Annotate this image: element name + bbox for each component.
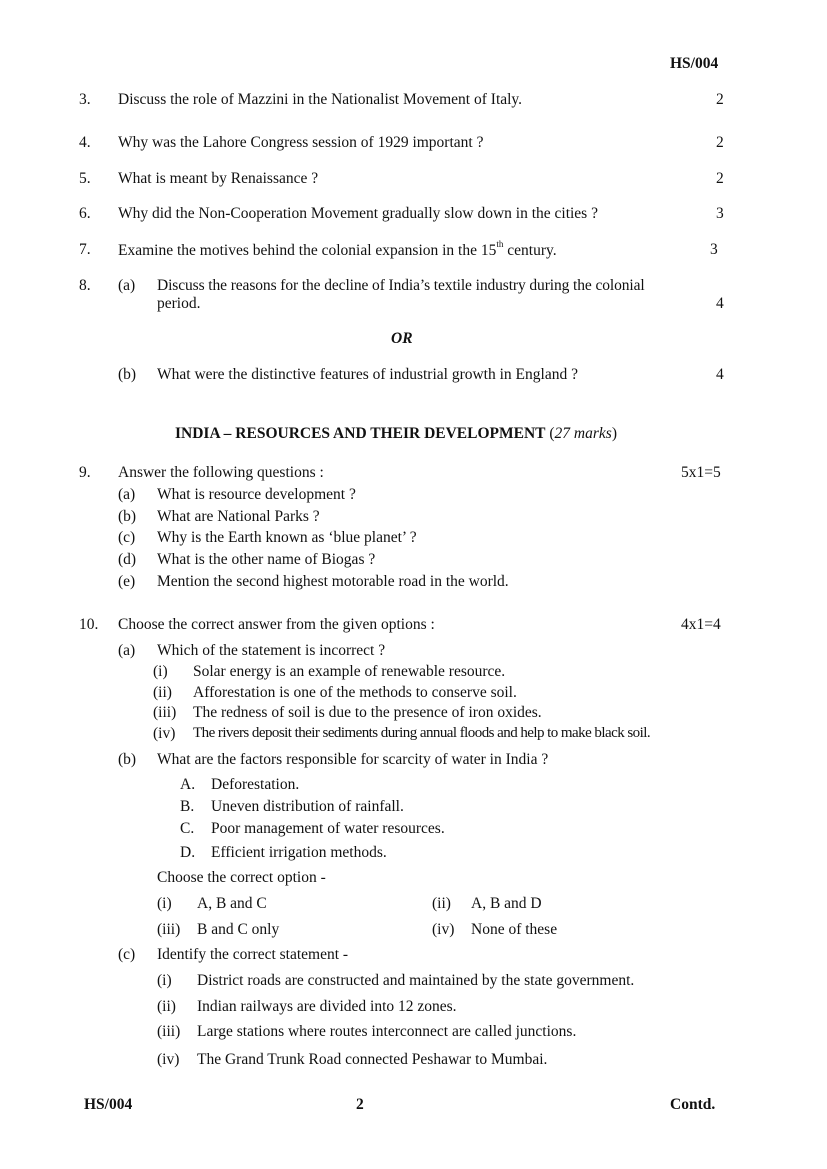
subpart-marks: 4 [716,366,724,383]
question-text-after: century. [503,242,557,260]
subpart-text-line2: period. [157,295,201,312]
continued-label: Contd. [670,1096,716,1113]
question-marks: 3 [716,205,724,222]
factor-text: Efficient irrigation methods. [211,844,387,861]
question-text: Why did the Non-Cooperation Movement gradually slow down in the cities ? [118,205,598,222]
subpart-text-line1: Discuss the reasons for the decline of India’s textile industry during the colonial [157,277,645,294]
subpart-text: Which of the statement is incorrect ? [157,642,386,659]
subpart-label: (c) [118,946,136,963]
subpart-label: (e) [118,573,136,590]
question-marks: 2 [716,134,724,151]
subpart-text: What are National Parks ? [157,508,320,525]
page-code-footer: HS/004 [84,1096,133,1113]
factor-label: B. [180,798,195,815]
question-number: 6. [79,205,91,222]
subpart-text: What is the other name of Biogas ? [157,551,376,568]
option-label: (iii) [157,921,181,938]
question-number: 3. [79,91,91,108]
option-text: Indian railways are divided into 12 zones. [197,998,457,1015]
option-text: The rivers deposit their sediments during annual floods and help to make black soil. [193,725,651,741]
subpart-text: What were the distinctive features of industrial growth in England ? [157,366,578,383]
subpart-label: (b) [118,508,137,525]
question-number: 9. [79,464,91,481]
option-label: (iv) [432,921,455,938]
question-text: Choose the correct answer from the given options : [118,616,435,633]
subpart-label: (a) [118,277,136,294]
question-number: 4. [79,134,91,151]
question-text: Answer the following questions : [118,464,324,481]
subpart-label: (d) [118,551,137,568]
option-label: (ii) [432,895,451,912]
option-text: The Grand Trunk Road connected Peshawar to Mumbai. [197,1051,548,1068]
subpart-text: Why is the Earth known as ‘blue planet’ ? [157,529,417,546]
option-text: A, B and C [197,895,267,912]
question-marks: 2 [716,91,724,108]
option-label: (ii) [157,998,176,1015]
question-text: Why was the Lahore Congress session of 1929 important ? [118,134,484,151]
page-code-header: HS/004 [670,55,719,72]
option-label: (ii) [153,684,172,701]
option-label: (i) [157,972,172,989]
question-text: What is meant by Renaissance ? [118,170,319,187]
option-label: (iii) [153,704,177,721]
question-marks: 5x1=5 [681,464,721,481]
subpart-text: Identify the correct statement - [157,946,349,963]
question-number: 10. [79,616,99,633]
subpart-marks: 4 [716,295,724,312]
section-heading [175,425,617,443]
subpart-text: What are the factors responsible for scarcity of water in India ? [157,751,549,768]
factor-text: Deforestation. [211,776,300,793]
subpart-label: (c) [118,529,136,546]
question-marks: 4x1=4 [681,616,721,633]
section-title: INDIA – RESOURCES AND THEIR DEVELOPMENT [175,425,546,442]
page-number: 2 [356,1096,364,1113]
or-separator: OR [391,330,413,347]
subpart-label: (a) [118,642,136,659]
option-text: A, B and D [471,895,542,912]
factor-label: D. [180,844,196,861]
factor-text: Uneven distribution of rainfall. [211,798,404,815]
section-marks-close: ) [611,425,617,442]
question-number: 7. [79,241,91,258]
superscript-th: th [496,239,504,249]
question-marks: 3 [710,241,718,258]
option-text: Solar energy is an example of renewable resource. [193,663,506,680]
option-text: Afforestation is one of the methods to conserve soil. [193,684,517,701]
option-text: District roads are constructed and maintained by the state government. [197,972,635,989]
option-text: The redness of soil is due to the presence of iron oxides. [193,704,542,721]
factor-label: C. [180,820,195,837]
factor-text: Poor management of water resources. [211,820,445,837]
question-number: 8. [79,277,91,294]
subpart-text: Mention the second highest motorable road in the world. [157,573,509,590]
question-text [118,241,557,260]
question-marks: 2 [716,170,724,187]
option-text: B and C only [197,921,280,938]
question-text: Discuss the role of Mazzini in the Nationalist Movement of Italy. [118,91,523,108]
subpart-label: (b) [118,366,137,383]
question-text-before: Examine the motives behind the colonial expansion in the 15 [118,242,497,260]
section-marks: 27 marks [554,425,612,442]
section-marks-open: ( [549,425,555,442]
option-label: (iii) [157,1023,181,1040]
option-label: (iv) [153,725,176,742]
option-text: Large stations where routes interconnect are called junctions. [197,1023,577,1040]
question-number: 5. [79,170,91,187]
option-text: None of these [471,921,558,938]
subpart-label: (a) [118,486,136,503]
subpart-text: What is resource development ? [157,486,356,503]
subpart-label: (b) [118,751,137,768]
option-label: (i) [157,895,172,912]
factor-label: A. [180,776,196,793]
option-label: (iv) [157,1051,180,1068]
choose-instruction: Choose the correct option - [157,869,326,886]
option-label: (i) [153,663,168,680]
